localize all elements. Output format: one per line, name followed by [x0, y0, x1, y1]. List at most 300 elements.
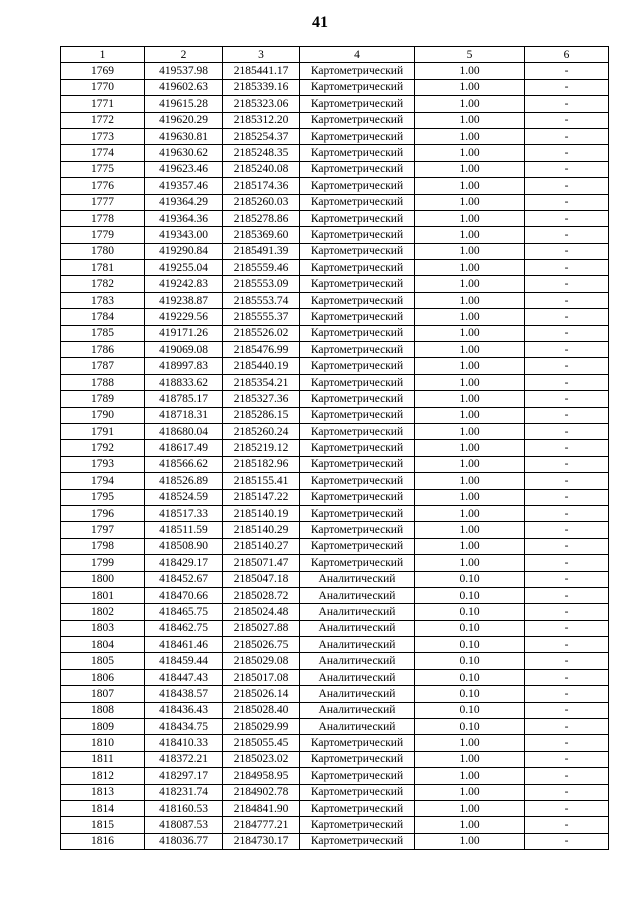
accuracy-cell: 0.10 [415, 637, 525, 653]
x-coordinate-cell: 418410.33 [145, 735, 223, 751]
y-coordinate-cell: 2184958.95 [223, 768, 300, 784]
point-number-cell: 1802 [61, 604, 145, 620]
method-cell: Картометрический [300, 79, 415, 95]
table-row [61, 325, 609, 341]
x-coordinate-cell: 419357.46 [145, 178, 223, 194]
accuracy-cell: 1.00 [415, 112, 525, 128]
y-coordinate-cell: 2185026.14 [223, 686, 300, 702]
method-cell: Картометрический [300, 817, 415, 833]
accuracy-cell: 1.00 [415, 358, 525, 374]
table-row [61, 817, 609, 833]
point-number-cell: 1795 [61, 489, 145, 505]
note-cell: - [525, 440, 609, 456]
note-cell: - [525, 227, 609, 243]
note-cell: - [525, 555, 609, 571]
x-coordinate-cell: 418833.62 [145, 374, 223, 390]
y-coordinate-cell: 2184841.90 [223, 800, 300, 816]
point-number-cell: 1803 [61, 620, 145, 636]
x-coordinate-cell: 418436.43 [145, 702, 223, 718]
table-row [61, 456, 609, 472]
x-coordinate-cell: 419364.36 [145, 210, 223, 226]
accuracy-cell: 1.00 [415, 96, 525, 112]
method-cell: Картометрический [300, 489, 415, 505]
note-cell: - [525, 653, 609, 669]
point-number-cell: 1789 [61, 391, 145, 407]
table-row [61, 96, 609, 112]
y-coordinate-cell: 2185140.29 [223, 522, 300, 538]
note-cell: - [525, 342, 609, 358]
accuracy-cell: 0.10 [415, 653, 525, 669]
method-cell: Картометрический [300, 505, 415, 521]
table-row [61, 702, 609, 718]
point-number-cell: 1807 [61, 686, 145, 702]
note-cell: - [525, 817, 609, 833]
note-cell: - [525, 686, 609, 702]
table-row [61, 358, 609, 374]
x-coordinate-cell: 419602.63 [145, 79, 223, 95]
note-cell: - [525, 456, 609, 472]
table-row [61, 391, 609, 407]
accuracy-cell: 1.00 [415, 833, 525, 849]
point-number-cell: 1797 [61, 522, 145, 538]
x-coordinate-cell: 418566.62 [145, 456, 223, 472]
method-cell: Картометрический [300, 309, 415, 325]
accuracy-cell: 1.00 [415, 391, 525, 407]
x-coordinate-cell: 418297.17 [145, 768, 223, 784]
y-coordinate-cell: 2184730.17 [223, 833, 300, 849]
x-coordinate-cell: 418617.49 [145, 440, 223, 456]
column-header: 3 [223, 47, 300, 63]
accuracy-cell: 1.00 [415, 309, 525, 325]
x-coordinate-cell: 419255.04 [145, 260, 223, 276]
method-cell: Картометрический [300, 440, 415, 456]
column-header: 4 [300, 47, 415, 63]
note-cell: - [525, 571, 609, 587]
accuracy-cell: 1.00 [415, 473, 525, 489]
accuracy-cell: 1.00 [415, 194, 525, 210]
method-cell: Картометрический [300, 751, 415, 767]
table-row [61, 800, 609, 816]
table-row [61, 833, 609, 849]
table-row [61, 161, 609, 177]
accuracy-cell: 1.00 [415, 456, 525, 472]
accuracy-cell: 0.10 [415, 719, 525, 735]
method-cell: Картометрический [300, 407, 415, 423]
point-number-cell: 1815 [61, 817, 145, 833]
accuracy-cell: 0.10 [415, 604, 525, 620]
note-cell: - [525, 735, 609, 751]
y-coordinate-cell: 2185441.17 [223, 63, 300, 79]
note-cell: - [525, 243, 609, 259]
method-cell: Картометрический [300, 768, 415, 784]
page-number: 41 [312, 14, 328, 31]
y-coordinate-cell: 2185155.41 [223, 473, 300, 489]
point-number-cell: 1810 [61, 735, 145, 751]
note-cell: - [525, 637, 609, 653]
y-coordinate-cell: 2185026.75 [223, 637, 300, 653]
x-coordinate-cell: 419343.00 [145, 227, 223, 243]
method-cell: Картометрический [300, 391, 415, 407]
table-row [61, 604, 609, 620]
point-number-cell: 1773 [61, 128, 145, 144]
accuracy-cell: 1.00 [415, 423, 525, 439]
note-cell: - [525, 178, 609, 194]
coordinates-table [60, 46, 609, 850]
accuracy-cell: 1.00 [415, 342, 525, 358]
accuracy-cell: 0.10 [415, 686, 525, 702]
accuracy-cell: 1.00 [415, 374, 525, 390]
y-coordinate-cell: 2185369.60 [223, 227, 300, 243]
method-cell: Картометрический [300, 423, 415, 439]
accuracy-cell: 0.10 [415, 620, 525, 636]
x-coordinate-cell: 418231.74 [145, 784, 223, 800]
x-coordinate-cell: 419623.46 [145, 161, 223, 177]
method-cell: Аналитический [300, 604, 415, 620]
x-coordinate-cell: 418434.75 [145, 719, 223, 735]
x-coordinate-cell: 419620.29 [145, 112, 223, 128]
accuracy-cell: 1.00 [415, 128, 525, 144]
method-cell: Аналитический [300, 620, 415, 636]
point-number-cell: 1794 [61, 473, 145, 489]
table-row [61, 342, 609, 358]
method-cell: Картометрический [300, 456, 415, 472]
y-coordinate-cell: 2185140.27 [223, 538, 300, 554]
point-number-cell: 1812 [61, 768, 145, 784]
note-cell: - [525, 719, 609, 735]
method-cell: Картометрический [300, 145, 415, 161]
y-coordinate-cell: 2185017.08 [223, 669, 300, 685]
point-number-cell: 1800 [61, 571, 145, 587]
accuracy-cell: 1.00 [415, 538, 525, 554]
point-number-cell: 1770 [61, 79, 145, 95]
point-number-cell: 1805 [61, 653, 145, 669]
table-row [61, 686, 609, 702]
y-coordinate-cell: 2185029.08 [223, 653, 300, 669]
table-row [61, 309, 609, 325]
point-number-cell: 1798 [61, 538, 145, 554]
point-number-cell: 1775 [61, 161, 145, 177]
table-row [61, 751, 609, 767]
point-number-cell: 1769 [61, 63, 145, 79]
accuracy-cell: 1.00 [415, 292, 525, 308]
point-number-cell: 1777 [61, 194, 145, 210]
column-header: 1 [61, 47, 145, 63]
method-cell: Аналитический [300, 702, 415, 718]
table-row [61, 505, 609, 521]
y-coordinate-cell: 2185260.03 [223, 194, 300, 210]
accuracy-cell: 0.10 [415, 702, 525, 718]
point-number-cell: 1782 [61, 276, 145, 292]
accuracy-cell: 1.00 [415, 751, 525, 767]
column-header: 6 [525, 47, 609, 63]
method-cell: Картометрический [300, 800, 415, 816]
y-coordinate-cell: 2185553.74 [223, 292, 300, 308]
accuracy-cell: 1.00 [415, 407, 525, 423]
point-number-cell: 1771 [61, 96, 145, 112]
method-cell: Картометрический [300, 473, 415, 489]
table-row [61, 374, 609, 390]
accuracy-cell: 1.00 [415, 260, 525, 276]
y-coordinate-cell: 2185240.08 [223, 161, 300, 177]
note-cell: - [525, 391, 609, 407]
y-coordinate-cell: 2185147.22 [223, 489, 300, 505]
table-row [61, 653, 609, 669]
x-coordinate-cell: 419171.26 [145, 325, 223, 341]
point-number-cell: 1804 [61, 637, 145, 653]
accuracy-cell: 1.00 [415, 505, 525, 521]
table-row [61, 440, 609, 456]
table-row [61, 719, 609, 735]
y-coordinate-cell: 2185028.40 [223, 702, 300, 718]
table-row [61, 79, 609, 95]
point-number-cell: 1799 [61, 555, 145, 571]
x-coordinate-cell: 418447.43 [145, 669, 223, 685]
x-coordinate-cell: 419238.87 [145, 292, 223, 308]
method-cell: Аналитический [300, 669, 415, 685]
note-cell: - [525, 128, 609, 144]
point-number-cell: 1786 [61, 342, 145, 358]
y-coordinate-cell: 2185440.19 [223, 358, 300, 374]
x-coordinate-cell: 418465.75 [145, 604, 223, 620]
accuracy-cell: 1.00 [415, 161, 525, 177]
y-coordinate-cell: 2185219.12 [223, 440, 300, 456]
y-coordinate-cell: 2185024.48 [223, 604, 300, 620]
point-number-cell: 1792 [61, 440, 145, 456]
accuracy-cell: 1.00 [415, 227, 525, 243]
table-header-row [61, 47, 609, 63]
accuracy-cell: 1.00 [415, 325, 525, 341]
x-coordinate-cell: 419242.83 [145, 276, 223, 292]
method-cell: Аналитический [300, 571, 415, 587]
method-cell: Картометрический [300, 342, 415, 358]
accuracy-cell: 1.00 [415, 735, 525, 751]
table-row [61, 587, 609, 603]
method-cell: Аналитический [300, 686, 415, 702]
method-cell: Картометрический [300, 243, 415, 259]
accuracy-cell: 1.00 [415, 79, 525, 95]
note-cell: - [525, 276, 609, 292]
x-coordinate-cell: 419537.98 [145, 63, 223, 79]
y-coordinate-cell: 2185354.21 [223, 374, 300, 390]
y-coordinate-cell: 2185339.16 [223, 79, 300, 95]
method-cell: Картометрический [300, 358, 415, 374]
point-number-cell: 1772 [61, 112, 145, 128]
note-cell: - [525, 79, 609, 95]
x-coordinate-cell: 418452.67 [145, 571, 223, 587]
method-cell: Картометрический [300, 194, 415, 210]
point-number-cell: 1793 [61, 456, 145, 472]
method-cell: Картометрический [300, 538, 415, 554]
note-cell: - [525, 538, 609, 554]
method-cell: Картометрический [300, 260, 415, 276]
method-cell: Аналитический [300, 719, 415, 735]
y-coordinate-cell: 2185029.99 [223, 719, 300, 735]
y-coordinate-cell: 2185027.88 [223, 620, 300, 636]
x-coordinate-cell: 419364.29 [145, 194, 223, 210]
point-number-cell: 1783 [61, 292, 145, 308]
x-coordinate-cell: 418087.53 [145, 817, 223, 833]
point-number-cell: 1788 [61, 374, 145, 390]
method-cell: Картометрический [300, 325, 415, 341]
x-coordinate-cell: 418470.66 [145, 587, 223, 603]
x-coordinate-cell: 418517.33 [145, 505, 223, 521]
x-coordinate-cell: 418438.57 [145, 686, 223, 702]
note-cell: - [525, 473, 609, 489]
point-number-cell: 1811 [61, 751, 145, 767]
point-number-cell: 1776 [61, 178, 145, 194]
table-row [61, 292, 609, 308]
table-row [61, 227, 609, 243]
y-coordinate-cell: 2185476.99 [223, 342, 300, 358]
method-cell: Картометрический [300, 227, 415, 243]
method-cell: Картометрический [300, 276, 415, 292]
x-coordinate-cell: 419615.28 [145, 96, 223, 112]
x-coordinate-cell: 418461.46 [145, 637, 223, 653]
x-coordinate-cell: 418997.83 [145, 358, 223, 374]
x-coordinate-cell: 418718.31 [145, 407, 223, 423]
y-coordinate-cell: 2185071.47 [223, 555, 300, 571]
accuracy-cell: 1.00 [415, 63, 525, 79]
accuracy-cell: 1.00 [415, 768, 525, 784]
table-row [61, 784, 609, 800]
note-cell: - [525, 505, 609, 521]
method-cell: Картометрический [300, 292, 415, 308]
point-number-cell: 1787 [61, 358, 145, 374]
note-cell: - [525, 620, 609, 636]
x-coordinate-cell: 418160.53 [145, 800, 223, 816]
note-cell: - [525, 325, 609, 341]
method-cell: Картометрический [300, 112, 415, 128]
method-cell: Картометрический [300, 784, 415, 800]
note-cell: - [525, 63, 609, 79]
note-cell: - [525, 112, 609, 128]
x-coordinate-cell: 419630.62 [145, 145, 223, 161]
point-number-cell: 1779 [61, 227, 145, 243]
note-cell: - [525, 423, 609, 439]
method-cell: Картометрический [300, 833, 415, 849]
x-coordinate-cell: 419290.84 [145, 243, 223, 259]
point-number-cell: 1790 [61, 407, 145, 423]
x-coordinate-cell: 418524.59 [145, 489, 223, 505]
table-row [61, 571, 609, 587]
note-cell: - [525, 800, 609, 816]
note-cell: - [525, 587, 609, 603]
note-cell: - [525, 260, 609, 276]
y-coordinate-cell: 2185278.86 [223, 210, 300, 226]
note-cell: - [525, 604, 609, 620]
method-cell: Картометрический [300, 161, 415, 177]
accuracy-cell: 1.00 [415, 145, 525, 161]
table-row [61, 538, 609, 554]
accuracy-cell: 1.00 [415, 276, 525, 292]
note-cell: - [525, 309, 609, 325]
note-cell: - [525, 784, 609, 800]
table-row [61, 243, 609, 259]
y-coordinate-cell: 2185254.37 [223, 128, 300, 144]
y-coordinate-cell: 2184902.78 [223, 784, 300, 800]
method-cell: Аналитический [300, 653, 415, 669]
table-row [61, 423, 609, 439]
y-coordinate-cell: 2185286.15 [223, 407, 300, 423]
x-coordinate-cell: 418462.75 [145, 620, 223, 636]
note-cell: - [525, 751, 609, 767]
table-row [61, 489, 609, 505]
x-coordinate-cell: 418526.89 [145, 473, 223, 489]
accuracy-cell: 1.00 [415, 784, 525, 800]
accuracy-cell: 0.10 [415, 571, 525, 587]
accuracy-cell: 1.00 [415, 178, 525, 194]
method-cell: Картометрический [300, 374, 415, 390]
accuracy-cell: 1.00 [415, 489, 525, 505]
table-row [61, 669, 609, 685]
point-number-cell: 1781 [61, 260, 145, 276]
y-coordinate-cell: 2185260.24 [223, 423, 300, 439]
note-cell: - [525, 161, 609, 177]
table-body [61, 63, 609, 850]
column-header: 5 [415, 47, 525, 63]
table-row [61, 210, 609, 226]
point-number-cell: 1808 [61, 702, 145, 718]
method-cell: Картометрический [300, 63, 415, 79]
point-number-cell: 1784 [61, 309, 145, 325]
x-coordinate-cell: 418511.59 [145, 522, 223, 538]
x-coordinate-cell: 419630.81 [145, 128, 223, 144]
method-cell: Картометрический [300, 96, 415, 112]
table-row [61, 63, 609, 79]
y-coordinate-cell: 2185047.18 [223, 571, 300, 587]
y-coordinate-cell: 2185491.39 [223, 243, 300, 259]
x-coordinate-cell: 418680.04 [145, 423, 223, 439]
point-number-cell: 1791 [61, 423, 145, 439]
method-cell: Аналитический [300, 587, 415, 603]
y-coordinate-cell: 2185553.09 [223, 276, 300, 292]
y-coordinate-cell: 2184777.21 [223, 817, 300, 833]
y-coordinate-cell: 2185182.96 [223, 456, 300, 472]
table-row [61, 522, 609, 538]
table-row [61, 407, 609, 423]
table-row [61, 145, 609, 161]
point-number-cell: 1806 [61, 669, 145, 685]
note-cell: - [525, 194, 609, 210]
x-coordinate-cell: 418372.21 [145, 751, 223, 767]
table-row [61, 178, 609, 194]
y-coordinate-cell: 2185327.36 [223, 391, 300, 407]
y-coordinate-cell: 2185023.02 [223, 751, 300, 767]
table-row [61, 637, 609, 653]
y-coordinate-cell: 2185174.36 [223, 178, 300, 194]
point-number-cell: 1774 [61, 145, 145, 161]
note-cell: - [525, 358, 609, 374]
method-cell: Картометрический [300, 522, 415, 538]
note-cell: - [525, 374, 609, 390]
x-coordinate-cell: 418508.90 [145, 538, 223, 554]
x-coordinate-cell: 418429.17 [145, 555, 223, 571]
note-cell: - [525, 489, 609, 505]
accuracy-cell: 1.00 [415, 555, 525, 571]
table-row [61, 276, 609, 292]
accuracy-cell: 0.10 [415, 669, 525, 685]
note-cell: - [525, 292, 609, 308]
point-number-cell: 1785 [61, 325, 145, 341]
y-coordinate-cell: 2185140.19 [223, 505, 300, 521]
table-row [61, 735, 609, 751]
method-cell: Картометрический [300, 128, 415, 144]
method-cell: Картометрический [300, 735, 415, 751]
y-coordinate-cell: 2185312.20 [223, 112, 300, 128]
accuracy-cell: 1.00 [415, 817, 525, 833]
table-row [61, 620, 609, 636]
y-coordinate-cell: 2185055.45 [223, 735, 300, 751]
